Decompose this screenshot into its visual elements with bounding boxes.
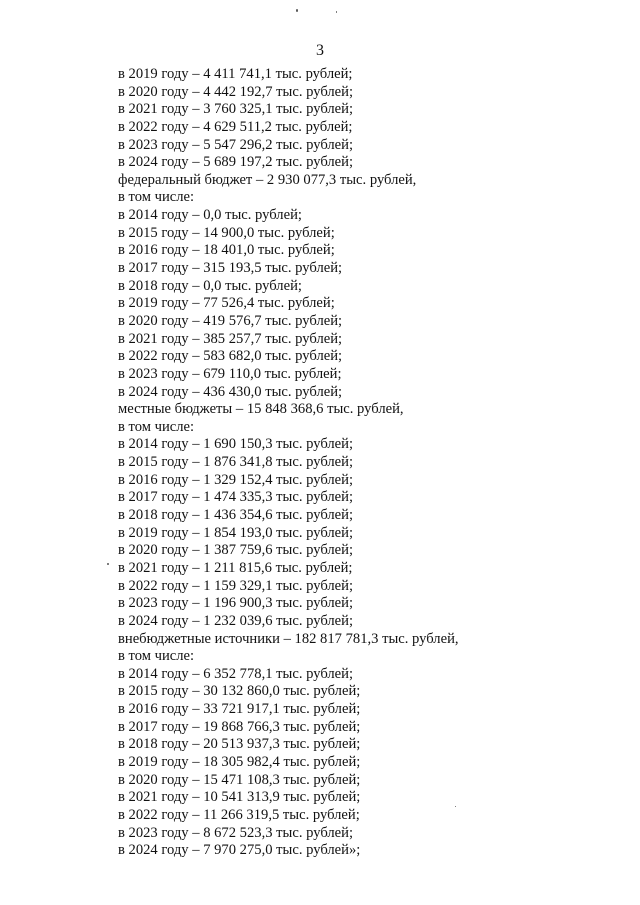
text-line: в 2014 году – 1 690 150,3 тыс. рублей; <box>118 436 354 453</box>
text-line: в 2016 году – 33 721 917,1 тыс. рублей; <box>118 701 361 718</box>
text-line: в 2024 году – 1 232 039,6 тыс. рублей; <box>118 612 354 629</box>
text-line: в 2021 году – 3 760 325,1 тыс. рублей; <box>118 101 354 118</box>
text-line: в 2019 году – 1 854 193,0 тыс. рублей; <box>118 524 354 541</box>
text-line: в 2023 году – 5 547 296,2 тыс. рублей; <box>118 136 354 153</box>
text-line: в 2021 году – 1 211 815,6 тыс. рублей; <box>118 559 353 576</box>
scan-speck <box>455 806 456 807</box>
text-line: в 2014 году – 0,0 тыс. рублей; <box>118 207 302 224</box>
text-line: в 2022 году – 4 629 511,2 тыс. рублей; <box>118 118 353 135</box>
text-line: в 2018 году – 0,0 тыс. рублей; <box>118 277 302 294</box>
text-line: в 2014 году – 6 352 778,1 тыс. рублей; <box>118 665 354 682</box>
text-line: в 2021 году – 10 541 313,9 тыс. рублей; <box>118 789 361 806</box>
text-line: в 2024 году – 7 970 275,0 тыс. рублей»; <box>118 842 361 859</box>
text-line: в 2019 году – 4 411 741,1 тыс. рублей; <box>118 66 353 82</box>
text-line: в 2015 году – 14 900,0 тыс. рублей; <box>118 224 335 241</box>
text-line: в 2022 году – 583 682,0 тыс. рублей; <box>118 348 343 365</box>
text-line: в 2015 году – 1 876 341,8 тыс. рублей; <box>118 454 354 471</box>
text-line: местные бюджеты – 15 848 368,6 тыс. рублей, <box>118 401 404 418</box>
text-line: в 2024 году – 436 430,0 тыс. рублей; <box>118 383 343 400</box>
text-line: в том числе: <box>118 189 195 206</box>
text-line: в том числе: <box>118 648 195 665</box>
text-line: в 2018 году – 1 436 354,6 тыс. рублей; <box>118 507 354 524</box>
text-line: в 2023 году – 8 672 523,3 тыс. рублей; <box>118 824 354 841</box>
text-line: в 2017 году – 315 193,5 тыс. рублей; <box>118 260 343 277</box>
text-line: внебюджетные источники – 182 817 781,3 тыс. рублей, <box>118 630 459 647</box>
page-number: 3 <box>316 42 324 59</box>
text-line: в 2017 году – 19 868 766,3 тыс. рублей; <box>118 718 361 735</box>
text-line: в 2020 году – 419 576,7 тыс. рублей; <box>118 312 343 329</box>
document-body <box>118 66 538 860</box>
text-line: в 2022 году – 1 159 329,1 тыс. рублей; <box>118 577 354 594</box>
text-line: федеральный бюджет – 2 930 077,3 тыс. рублей, <box>118 171 417 188</box>
text-line: в том числе: <box>118 418 195 435</box>
scan-speck <box>296 9 298 12</box>
text-line: в 2023 году – 679 110,0 тыс. рублей; <box>118 365 342 382</box>
text-line: в 2019 году – 18 305 982,4 тыс. рублей; <box>118 753 361 770</box>
text-line: в 2017 году – 1 474 335,3 тыс. рублей; <box>118 489 354 506</box>
text-line: в 2016 году – 1 329 152,4 тыс. рублей; <box>118 471 354 488</box>
text-line: в 2020 году – 4 442 192,7 тыс. рублей; <box>118 83 354 100</box>
text-line: в 2016 году – 18 401,0 тыс. рублей; <box>118 242 335 259</box>
scan-speck <box>336 11 337 13</box>
text-line: в 2015 году – 30 132 860,0 тыс. рублей; <box>118 683 361 700</box>
scan-speck <box>107 563 109 565</box>
text-line: в 2020 году – 1 387 759,6 тыс. рублей; <box>118 542 354 559</box>
text-line: в 2020 году – 15 471 108,3 тыс. рублей; <box>118 771 361 788</box>
text-line: в 2021 году – 385 257,7 тыс. рублей; <box>118 330 343 347</box>
text-line: в 2018 году – 20 513 937,3 тыс. рублей; <box>118 736 361 753</box>
text-line: в 2022 году – 11 266 319,5 тыс. рублей; <box>118 806 360 823</box>
text-line: в 2019 году – 77 526,4 тыс. рублей; <box>118 295 335 312</box>
text-line: в 2024 году – 5 689 197,2 тыс. рублей; <box>118 154 354 171</box>
text-line: в 2023 году – 1 196 900,3 тыс. рублей; <box>118 595 354 612</box>
